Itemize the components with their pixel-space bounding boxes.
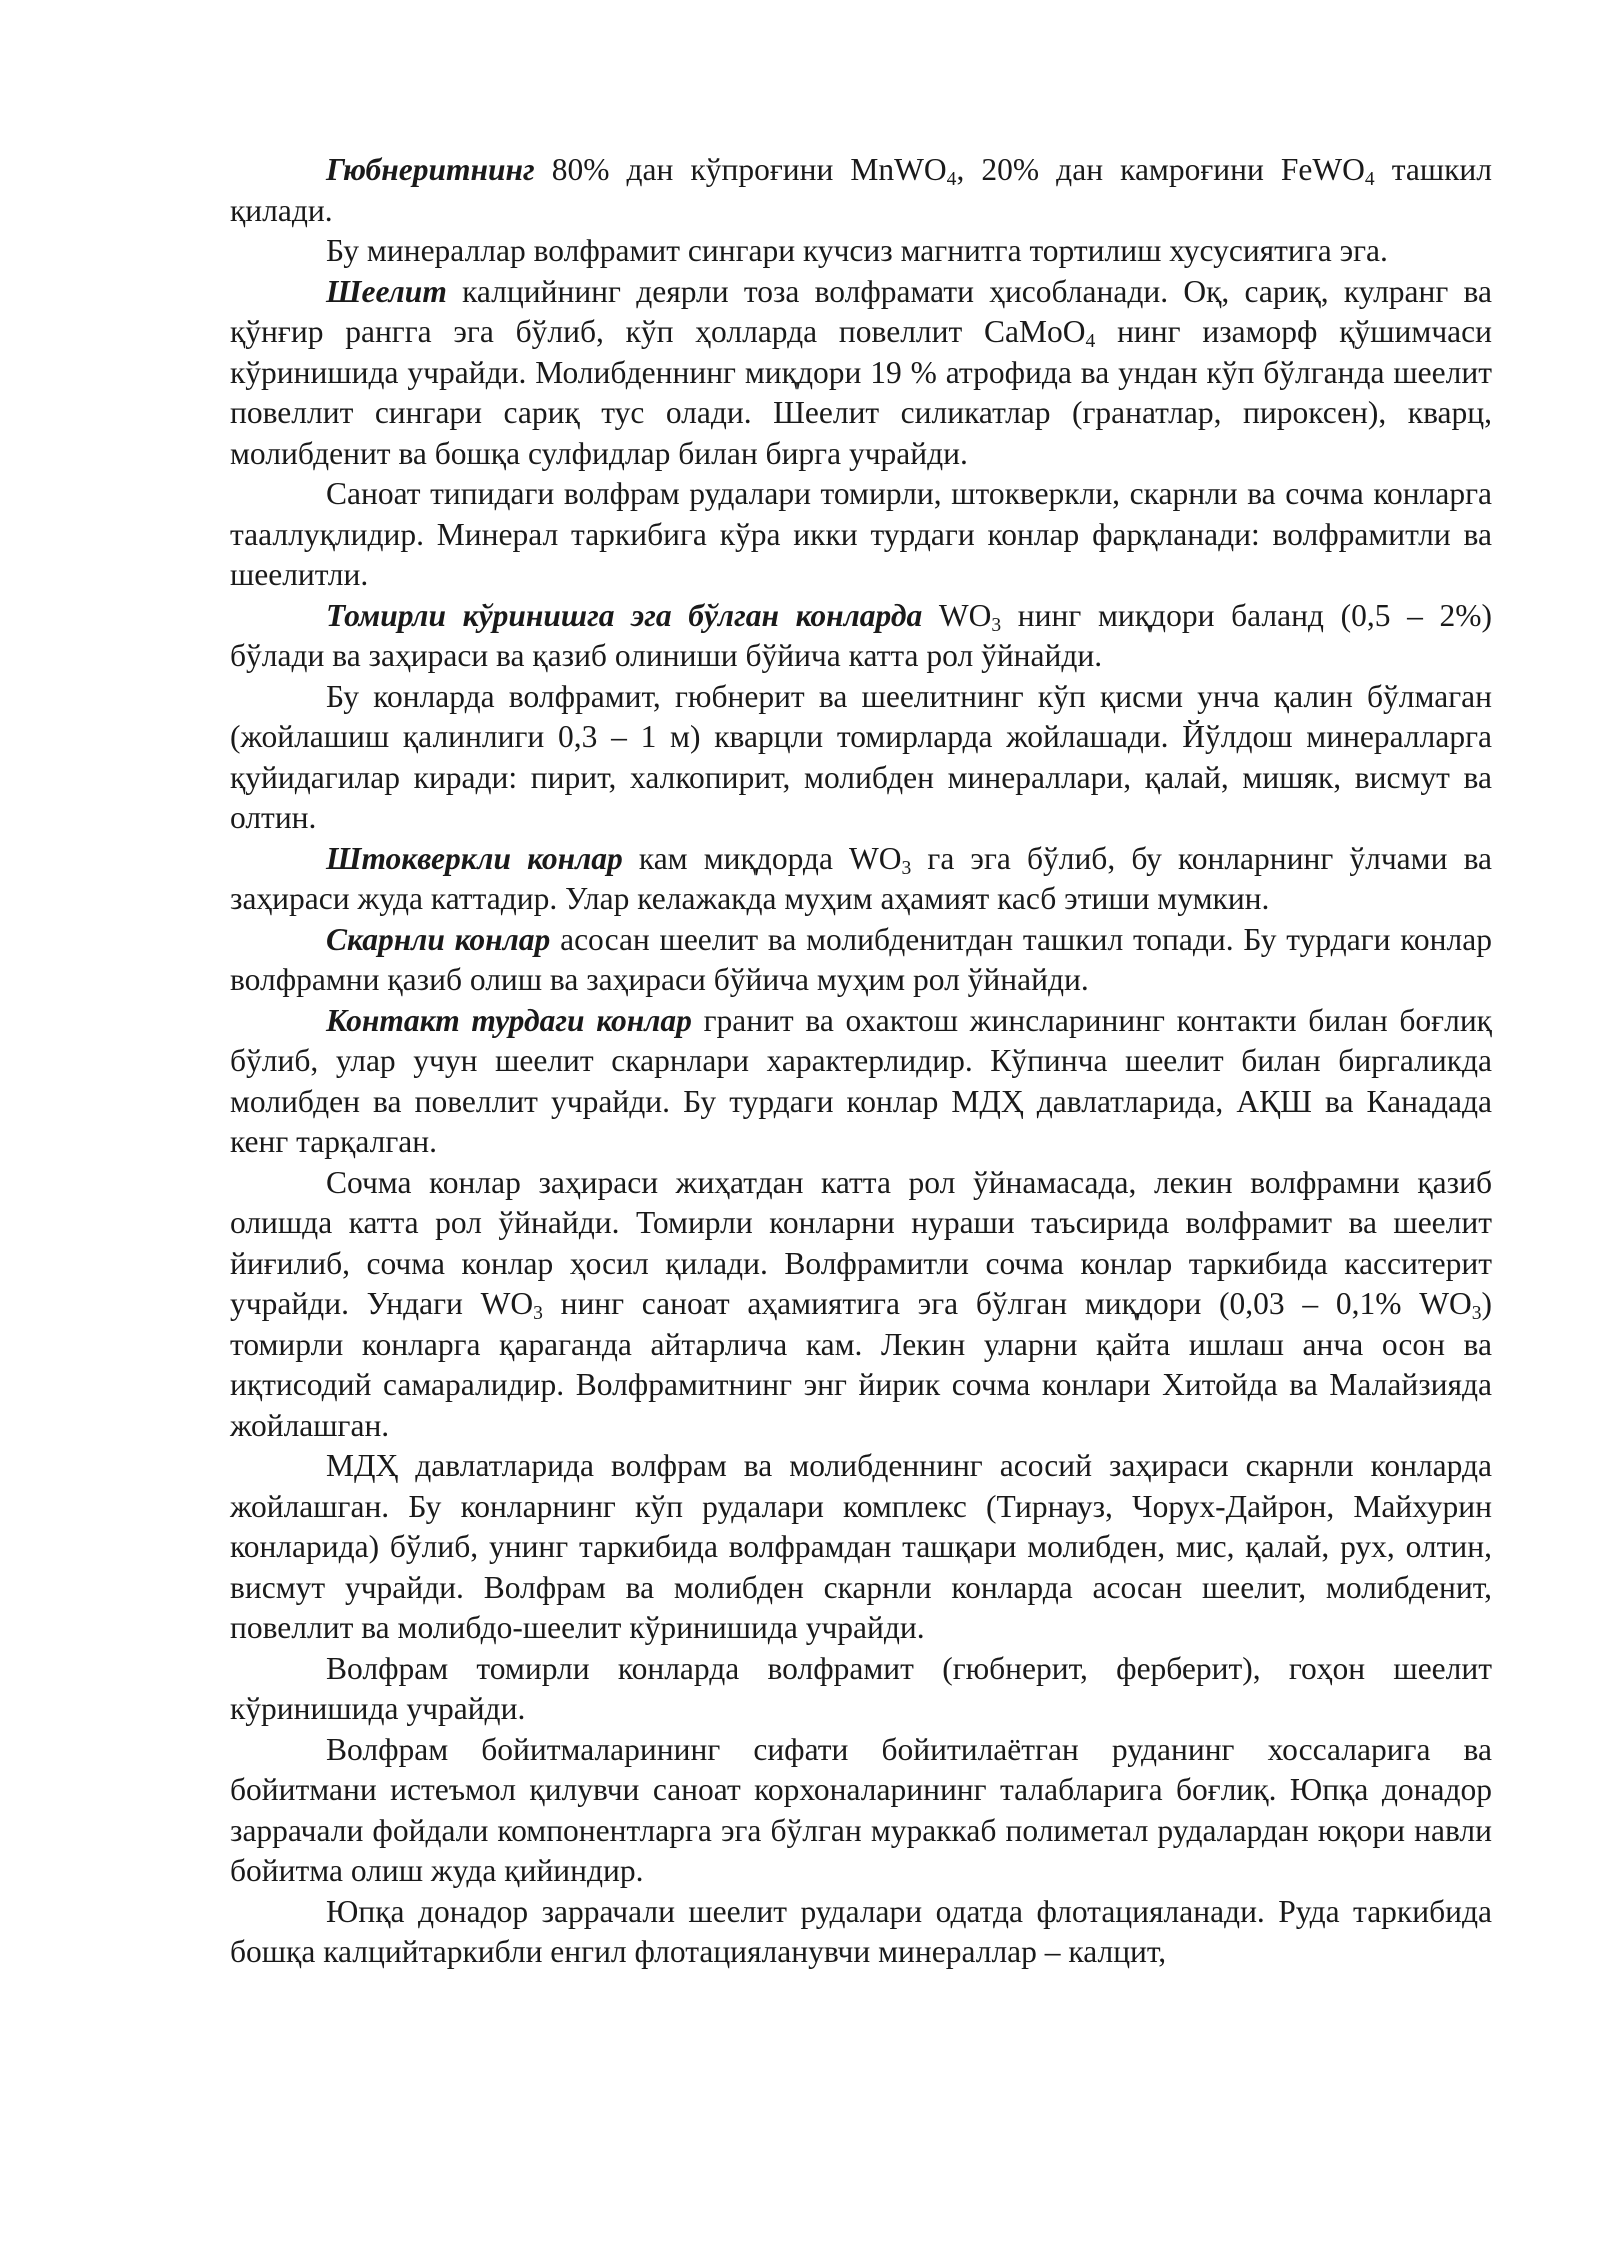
paragraph-huebnerite [230, 150, 1492, 231]
term-scheelite: Шеелит [326, 273, 447, 309]
paragraph-skarn [230, 920, 1492, 1001]
paragraph-text: кам миқдорда WO [622, 840, 902, 876]
paragraph-vein-minerals [230, 677, 1492, 839]
paragraph-magnetic [230, 231, 1492, 272]
paragraph-text: Сочма конлар заҳираси жиҳатдан катта рол ўйнамасада, лекин волфрамни қазиб олишда катта рол ўйнайди. Томирли конларни нураши таъсирида волфрамит ва шеелит йиғилиб, сочма конлар ҳосил қилади. Волфрамитли сочма конлар таркибида касситерит учрайди. Ундаги WO [230, 1164, 1492, 1321]
paragraph-text: Бу минераллар волфрамит сингари кучсиз магнитга тортилиш хусусиятига эга. [326, 233, 1388, 268]
term-stockwork: Штокверкли конлар [326, 840, 623, 876]
paragraph-text: Юпқа донадор заррачали шеелит рудалари одатда флотацияланади. Руда таркибида бошқа калцийтаркибли енгил флотацияланувчи минераллар – калцит, [230, 1893, 1492, 1969]
paragraph-flotation [230, 1892, 1492, 1973]
subscript: 3 [533, 1302, 543, 1324]
paragraph-text: МДҲ давлатларида волфрам ва молибденнинг асосий заҳираси скарнли конларда жойлашган. Бу конларнинг кўп рудалари комплекс (Тирнауз, Чорух-Дайрон, Майхурин конларида) бўлиб, унинг таркибида волфрамдан ташқари молибден, мис, қалай, рух, олтин, висмут учрайди. Волфрам ва молибден скарнли конларда асосан шеелит, молибденит, повеллит ва молибдо-шеелит кўринишида учрайди. [230, 1448, 1492, 1645]
paragraph-ore-types [230, 474, 1492, 596]
paragraph-text: Саноат типидаги волфрам рудалари томирли, штокверкли, скарнли ва сочма конларга тааллуқлидир. Минерал таркибига кўра икки турдаги конлар фарқланади: волфрамитли ва шеелитли. [230, 476, 1492, 592]
paragraph-text: ташкил қилади. [230, 152, 1492, 228]
paragraph-text: , 20% дан камроғини FeWO [956, 152, 1365, 187]
paragraph-concentrate-quality [230, 1730, 1492, 1892]
paragraph-text: калцийнинг деярли тоза волфрамати ҳисобланади. Оқ, сариқ, кулранг ва қўнғир рангга эга бўлиб, кўп ҳолларда повеллит CaMoO [230, 273, 1492, 349]
document-page [230, 150, 1492, 1973]
paragraph-stockwork [230, 839, 1492, 920]
paragraph-text: WO [922, 597, 992, 633]
paragraph-placer [230, 1163, 1492, 1447]
paragraph-text: гранит ва охактош жинсларининг контакти билан боғлиқ бўлиб, улар учун шеелит скарнлари характерлидир. Кўпинча шеелит билан биргаликда молибден ва повеллит учрайди. Бу турдаги конлар МДҲ давлатларида, АҚШ ва Канадада кенг тарқалган. [230, 1002, 1492, 1159]
term-skarn: Скарнли конлар [326, 921, 551, 957]
paragraph-text: Бу конларда волфрамит, гюбнерит ва шеелитнинг кўп қисми унча қалин бўлмаган (жойлашиш қалинлиги 0,3 – 1 м) кварцли томирларда жойлашади. Йўлдош минералларга қуйидагилар киради: пирит, халкопирит, молибден минераллари, қалай, мишяк, висмут ва олтин. [230, 678, 1492, 835]
paragraph-cis-reserves [230, 1446, 1492, 1649]
paragraph-text: нинг саноат аҳамиятига эга бўлган миқдори (0,03 – 0,1% WO [542, 1286, 1472, 1321]
paragraph-vein-deposits [230, 596, 1492, 677]
paragraph-contact [230, 1001, 1492, 1163]
term-vein-deposits: Томирли кўринишга эга бўлган конларда [326, 597, 923, 633]
term-huebnerite: Гюбнеритнинг [326, 152, 535, 187]
subscript: 4 [946, 168, 957, 190]
paragraph-text: асосан шеелит ва молибденитдан ташкил топади. Бу турдаги конлар волфрамни қазиб олиш ва заҳираси бўйича муҳим рол ўйнайди. [230, 921, 1492, 997]
term-contact: Контакт турдаги конлар [326, 1002, 692, 1038]
paragraph-text: га эга бўлиб, бу конларнинг ўлчами ва заҳираси жуда каттадир. Улар келажакда муҳим аҳамият касб этиши мумкин. [230, 840, 1493, 916]
paragraph-text: нинг миқдори баланд (0,5 – 2%) бўлади ва заҳираси ва қазиб олиниши бўйича катта рол ўйнайди. [230, 597, 1493, 673]
paragraph-text: нинг изаморф қўшимчаси кўринишида учрайди. Молибденнинг миқдори 19 % атрофида ва ундан кўп бўлганда шеелит повеллит сингари сариқ тус олади. Шеелит силикатлар (гранатлар, пироксен), кварц, молибденит ва бошқа сулфидлар билан бирга учрайди. [230, 314, 1492, 471]
subscript: 4 [1364, 168, 1375, 190]
paragraph-vein-occurrence [230, 1649, 1492, 1730]
paragraph-text: 80% дан кўпроғини MnWO [534, 152, 947, 187]
paragraph-text: Волфрам томирли конларда волфрамит (гюбнерит, ферберит), гоҳон шеелит кўринишида учрайди. [230, 1650, 1492, 1726]
paragraph-scheelite [230, 272, 1492, 475]
subscript: 4 [1085, 330, 1096, 352]
subscript: 3 [901, 857, 912, 879]
paragraph-text: Волфрам бойитмаларининг сифати бойитилаётган руданинг хоссаларига ва бойитмани истеъмол қилувчи саноат корхоналарининг талабларига боғлиқ. Юпқа донадор заррачали фойдали компонентларга эга бўлган мураккаб полиметал рудалардан юқори навли бойитма олиш жуда қийиндир. [230, 1731, 1492, 1888]
subscript: 3 [1471, 1302, 1482, 1324]
subscript: 3 [991, 614, 1002, 636]
paragraph-text: ) томирли конларга қараганда айтарлича кам. Лекин уларни қайта ишлаш анча осон ва иқтисодий самаралидир. Волфрамитнинг энг йирик сочма конлари Хитойда ва Малайзияда жойлашган. [230, 1286, 1492, 1443]
